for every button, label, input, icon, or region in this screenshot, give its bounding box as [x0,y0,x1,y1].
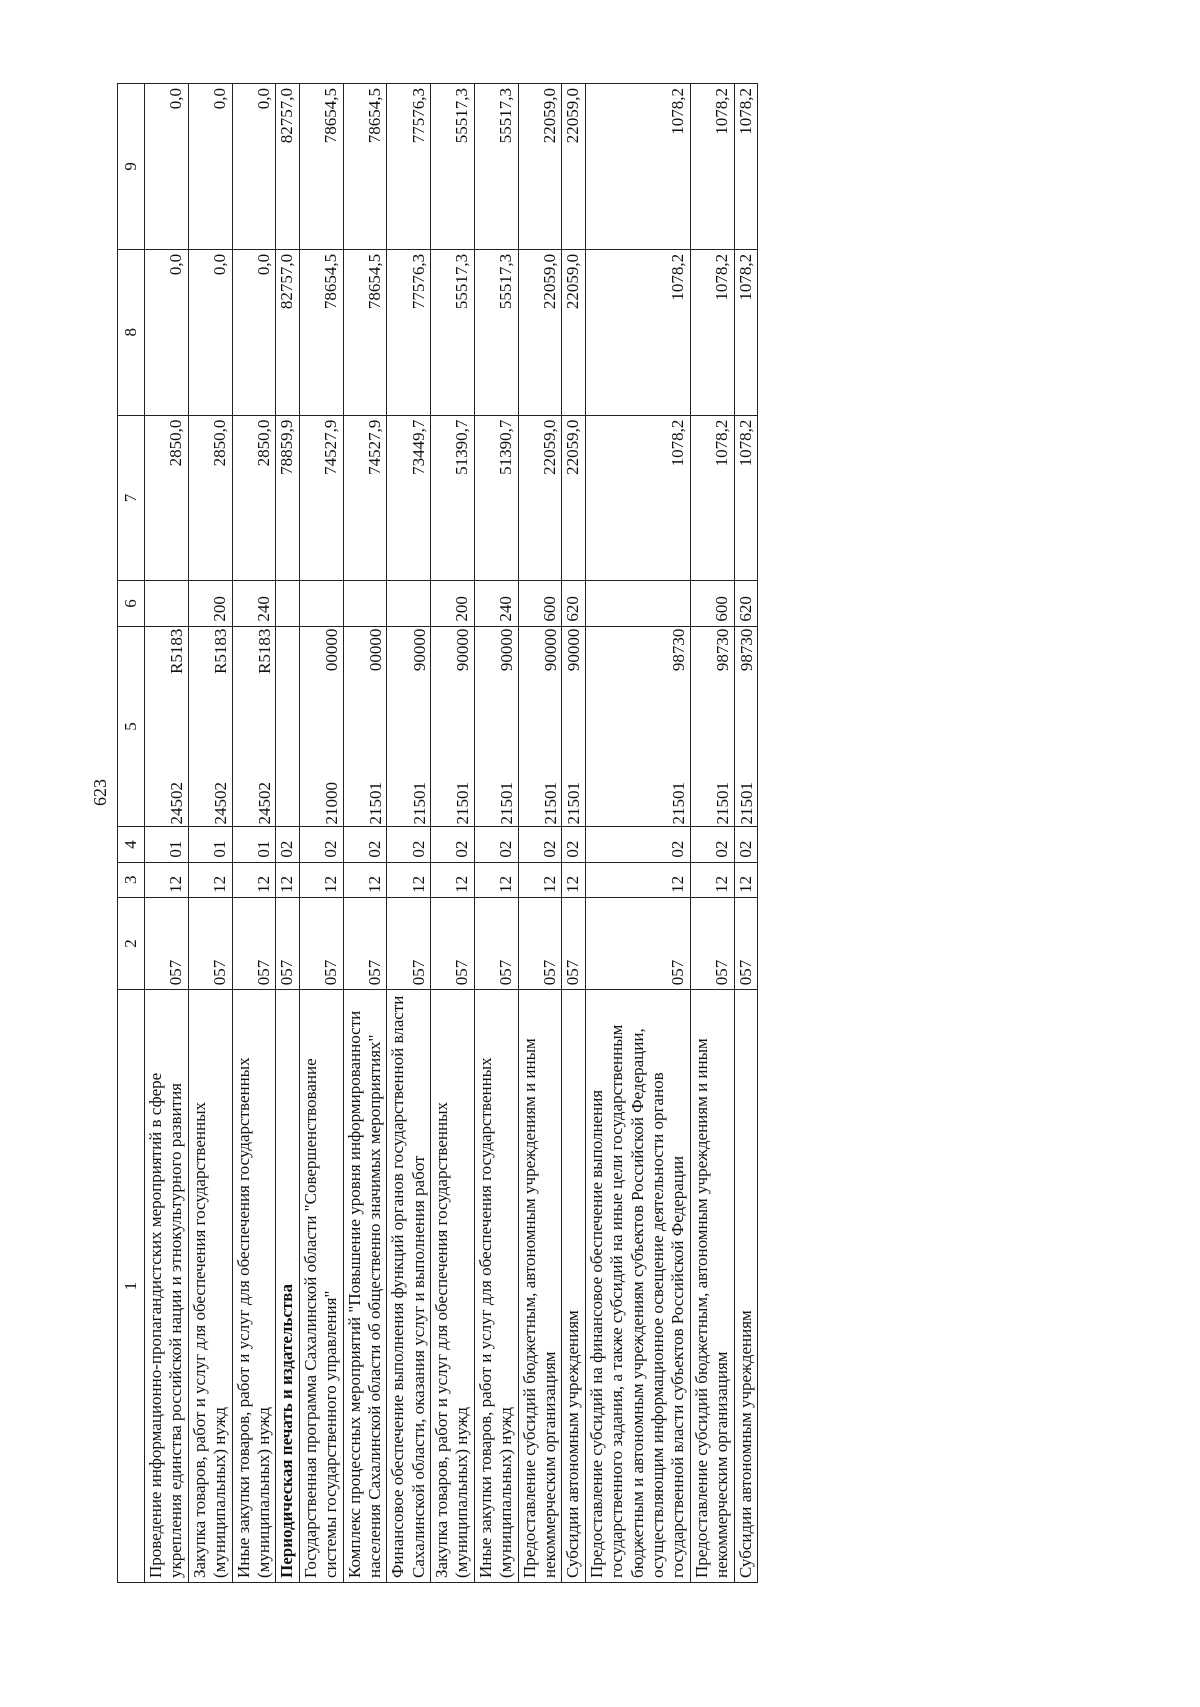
amount-year-3: 55517,3 [474,84,518,250]
table-row [188,84,232,1583]
section-code: 12 [299,862,343,897]
target-article-code-part1: 21501 [409,782,429,825]
target-article-code-part2: 00000 [322,628,342,672]
subsection-code: 01 [232,827,276,862]
amount-year-1: 1078,2 [690,415,734,581]
expense-type-code [387,581,431,626]
amount-year-2: 82757,0 [276,249,299,415]
expense-type-code: 600 [690,581,734,626]
subsection-code: 02 [518,827,562,862]
column-header-9: 9 [118,84,145,250]
row-description: Предоставление субсидий на финансовое обеспечение выполнения государственного задания, а также субсидий на иные цели государственным бюджетным и автономным учреждениям субъектов Российской Федерации, осуществляющим информационное освещение деятельности органов государственной власти субъектов Российской Федерации [585,990,690,1583]
amount-year-2: 0,0 [145,249,189,415]
ministry-code: 057 [562,897,585,989]
amount-year-3: 78654,5 [299,84,343,250]
target-article-code-part1: 21501 [713,782,733,825]
column-header-8: 8 [118,249,145,415]
row-description: Предоставление субсидий бюджетным, автономным учреждениям и иным некоммерческим организациям [518,990,562,1583]
section-code: 12 [690,862,734,897]
amount-year-3: 1078,2 [690,84,734,250]
amount-year-3: 0,0 [232,84,276,250]
section-code: 12 [585,862,690,897]
table-row [562,84,585,1583]
subsection-code: 01 [188,827,232,862]
row-description: Предоставление субсидий бюджетным, автономным учреждениям и иным некоммерческим организациям [690,990,734,1583]
subsection-code: 02 [690,827,734,862]
amount-year-1: 1078,2 [585,415,690,581]
ministry-code: 057 [145,897,189,989]
table-row [431,84,475,1583]
subsection-code: 02 [276,827,299,862]
amount-year-1: 78859,9 [276,415,299,581]
amount-year-2: 0,0 [188,249,232,415]
row-description: Периодическая печать и издательства [276,990,299,1583]
ministry-code: 057 [343,897,387,989]
target-article-code-part2: 98730 [713,628,733,672]
column-header-7: 7 [118,415,145,581]
amount-year-3: 0,0 [188,84,232,250]
amount-year-3: 82757,0 [276,84,299,250]
target-article-code [232,626,276,827]
column-header-5: 5 [118,626,145,827]
target-article-code [734,626,757,827]
section-code: 12 [734,862,757,897]
target-article-code [343,626,387,827]
row-description: Субсидии автономным учреждениям [734,990,757,1583]
subsection-code: 02 [474,827,518,862]
target-article-code-part1: 21501 [497,782,517,825]
table-row [474,84,518,1583]
target-article-code-part1: 24502 [167,782,187,825]
row-description: Субсидии автономным учреждениям [562,990,585,1583]
target-article-code-part1: 21501 [669,782,689,825]
amount-year-2: 1078,2 [585,249,690,415]
table-row [232,84,276,1583]
row-description: Иные закупки товаров, работ и услуг для обеспечения государственных (муниципальных) нужд [474,990,518,1583]
target-article-code-part1: 24502 [211,782,231,825]
section-code: 12 [276,862,299,897]
table-row [299,84,343,1583]
amount-year-2: 1078,2 [734,249,757,415]
target-article-code [690,626,734,827]
row-description: Комплекс процессных мероприятий "Повышение уровня информированности населения Сахалинской области об общественно значимых мероприятиях" [343,990,387,1583]
budget-table [117,83,758,1583]
amount-year-3: 55517,3 [431,84,475,250]
amount-year-1: 74527,9 [343,415,387,581]
target-article-code-part2: 98730 [736,628,756,672]
table-row [690,84,734,1583]
expense-type-code [276,581,299,626]
section-code: 12 [145,862,189,897]
ministry-code: 057 [188,897,232,989]
section-code: 12 [232,862,276,897]
amount-year-2: 78654,5 [299,249,343,415]
page-number: 623 [90,779,110,806]
target-article-code [474,626,518,827]
section-code: 12 [188,862,232,897]
amount-year-2: 55517,3 [474,249,518,415]
table-row [276,84,299,1583]
target-article-code-part2: 90000 [497,628,517,672]
amount-year-3: 22059,0 [518,84,562,250]
amount-year-1: 51390,7 [431,415,475,581]
target-article-code-part2: 90000 [541,628,561,672]
table-row [387,84,431,1583]
table-row [145,84,189,1583]
amount-year-3: 0,0 [145,84,189,250]
target-article-code-part2: 98730 [669,628,689,672]
expense-type-code [343,581,387,626]
expense-type-code: 600 [518,581,562,626]
ministry-code: 057 [474,897,518,989]
table-row [343,84,387,1583]
target-article-code-part2: R5183 [254,628,274,674]
subsection-code: 02 [387,827,431,862]
amount-year-3: 22059,0 [562,84,585,250]
ministry-code: 057 [518,897,562,989]
row-description: Закупка товаров, работ и услуг для обеспечения государственных (муниципальных) нужд [431,990,475,1583]
row-description: Иные закупки товаров, работ и услуг для обеспечения государственных (муниципальных) нужд [232,990,276,1583]
subsection-code: 02 [734,827,757,862]
target-article-code [145,626,189,827]
amount-year-2: 22059,0 [518,249,562,415]
amount-year-2: 1078,2 [690,249,734,415]
expense-type-code: 620 [562,581,585,626]
column-header-3: 3 [118,862,145,897]
row-description: Финансовое обеспечение выполнения функций органов государственной власти Сахалинской области, оказания услуг и выполнения работ [387,990,431,1583]
target-article-code [585,626,690,827]
row-description: Закупка товаров, работ и услуг для обеспечения государственных (муниципальных) нужд [188,990,232,1583]
amount-year-1: 1078,2 [734,415,757,581]
subsection-code: 01 [145,827,189,862]
column-header-6: 6 [118,581,145,626]
ministry-code: 057 [276,897,299,989]
expense-type-code: 240 [232,581,276,626]
amount-year-3: 78654,5 [343,84,387,250]
subsection-code: 02 [343,827,387,862]
table-row [518,84,562,1583]
column-header-4: 4 [118,827,145,862]
expense-type-code: 200 [431,581,475,626]
ministry-code: 057 [299,897,343,989]
amount-year-2: 0,0 [232,249,276,415]
target-article-code [188,626,232,827]
expense-type-code: 200 [188,581,232,626]
target-article-code-part1: 21501 [564,782,584,825]
table-row [585,84,690,1583]
amount-year-2: 78654,5 [343,249,387,415]
target-article-code [299,626,343,827]
expense-type-code: 240 [474,581,518,626]
ministry-code: 057 [431,897,475,989]
section-code: 12 [387,862,431,897]
table-header-row [118,84,145,1583]
ministry-code: 057 [585,897,690,989]
amount-year-3: 77576,3 [387,84,431,250]
subsection-code: 02 [562,827,585,862]
amount-year-1: 2850,0 [232,415,276,581]
target-article-code-part1: 21501 [541,782,561,825]
target-article-code-part1: 21501 [365,782,385,825]
section-code: 12 [343,862,387,897]
target-article-code-part2: 90000 [409,628,429,672]
column-header-1: 1 [118,990,145,1583]
target-article-code-part1: 24502 [254,782,274,825]
target-article-code [276,626,299,827]
ministry-code: 057 [734,897,757,989]
amount-year-1: 2850,0 [188,415,232,581]
ministry-code: 057 [387,897,431,989]
section-code: 12 [562,862,585,897]
ministry-code: 057 [690,897,734,989]
amount-year-1: 73449,7 [387,415,431,581]
section-code: 12 [431,862,475,897]
row-description: Проведение информационно-пропагандистских мероприятий в сфере укрепления единства российской нации и этнокультурного развития [145,990,189,1583]
amount-year-1: 2850,0 [145,415,189,581]
target-article-code [562,626,585,827]
amount-year-2: 77576,3 [387,249,431,415]
amount-year-3: 1078,2 [585,84,690,250]
amount-year-1: 74527,9 [299,415,343,581]
amount-year-3: 1078,2 [734,84,757,250]
section-code: 12 [474,862,518,897]
expense-type-code [585,581,690,626]
target-article-code-part2: 00000 [365,628,385,672]
target-article-code-part1: 21501 [736,782,756,825]
section-code: 12 [518,862,562,897]
expense-type-code [145,581,189,626]
amount-year-2: 22059,0 [562,249,585,415]
expense-type-code: 620 [734,581,757,626]
table-body [145,84,758,1583]
target-article-code-part2: 90000 [564,628,584,672]
subsection-code: 02 [585,827,690,862]
target-article-code [387,626,431,827]
ministry-code: 057 [232,897,276,989]
row-description: Государственная программа Сахалинской области "Совершенствование системы государственного управления" [299,990,343,1583]
target-article-code-part1: 21501 [453,782,473,825]
amount-year-1: 22059,0 [562,415,585,581]
column-header-2: 2 [118,897,145,989]
amount-year-1: 51390,7 [474,415,518,581]
target-article-code [431,626,475,827]
rotated-page-content [117,83,1082,1583]
target-article-code-part2: R5183 [211,628,231,674]
amount-year-1: 22059,0 [518,415,562,581]
amount-year-2: 55517,3 [431,249,475,415]
target-article-code-part2: 90000 [453,628,473,672]
target-article-code-part2: R5183 [167,628,187,674]
subsection-code: 02 [299,827,343,862]
target-article-code-part1: 21000 [322,782,342,825]
subsection-code: 02 [431,827,475,862]
table-row [734,84,757,1583]
expense-type-code [299,581,343,626]
target-article-code [518,626,562,827]
